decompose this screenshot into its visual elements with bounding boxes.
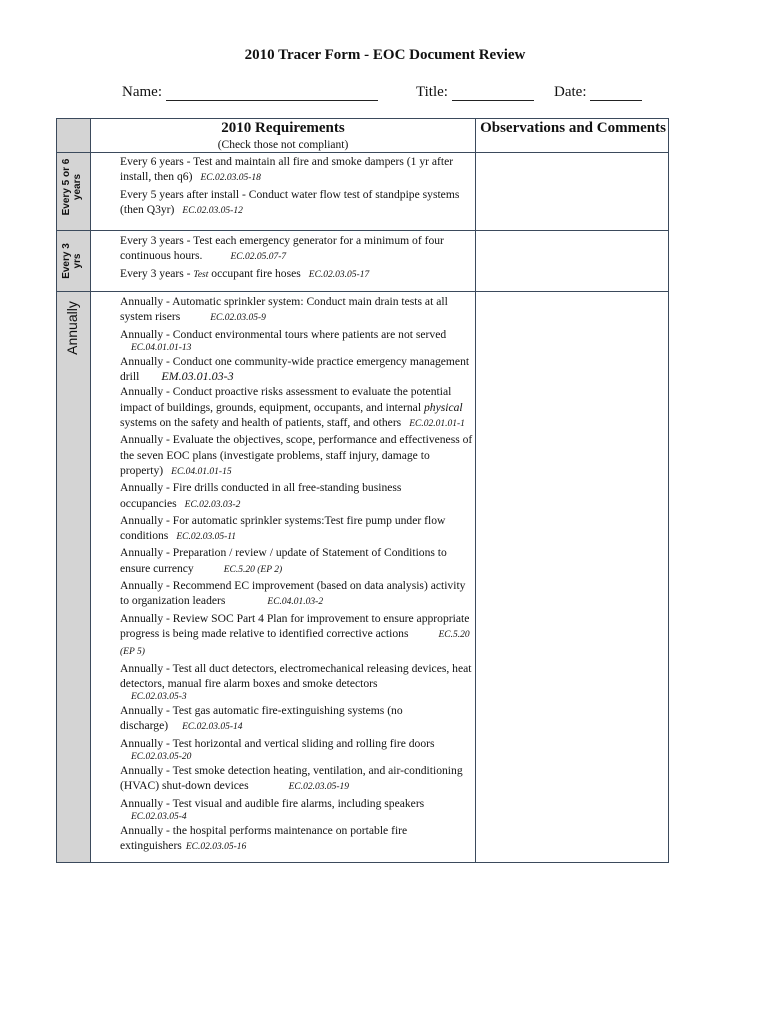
requirement-text: Annually - Recommend EC improvement (based on data analysis) activity to organization leaders bbox=[120, 579, 466, 608]
title-label: Title: bbox=[416, 84, 448, 100]
requirement-item[interactable] bbox=[120, 154, 475, 187]
section-label-every-5-or-6-years bbox=[61, 154, 85, 220]
requirement-text: systems on the safety and health of patients, staff, and others bbox=[120, 416, 402, 430]
requirement-code: EC.02.03.05-18 bbox=[200, 173, 261, 184]
requirement-code: EC.02.03.05-3 bbox=[131, 692, 187, 703]
requirement-item[interactable] bbox=[120, 266, 475, 283]
name-label: Name: bbox=[122, 84, 162, 100]
requirement-item[interactable] bbox=[120, 294, 475, 327]
requirement-text: Annually - Fire drills conducted in all free-standing business occupancies bbox=[120, 481, 402, 510]
requirement-code: EC.02.03.03-2 bbox=[184, 499, 241, 510]
requirement-code: EC.02.03.05-20 bbox=[131, 752, 192, 763]
requirement-item[interactable] bbox=[120, 354, 475, 385]
section-label-line: Every 3 bbox=[61, 243, 72, 279]
requirement-text-italic: Test bbox=[193, 269, 209, 280]
requirement-code: EC.5.20 (EP 5) bbox=[120, 629, 470, 658]
form-title: 2010 Tracer Form - EOC Document Review bbox=[244, 47, 526, 63]
date-label: Date: bbox=[554, 84, 587, 100]
requirement-item[interactable] bbox=[120, 545, 475, 578]
requirement-text: Annually - Evaluate the objectives, scope, performance and effectiveness of the seven EOC plans (investigate problems, staff injury, damage to property) bbox=[120, 433, 473, 477]
requirement-code: EC.04.01.01-15 bbox=[171, 466, 232, 477]
requirement-text: Annually - Conduct proactive risks assessment to evaluate the potential impact of buildings, grounds, equipment, occupants, and internal bbox=[120, 385, 452, 414]
requirements-subheader: (Check those not compliant) bbox=[217, 139, 349, 151]
requirement-code: EC.02.03.05-9 bbox=[210, 313, 266, 324]
name-field bbox=[122, 84, 378, 101]
title-field bbox=[416, 84, 534, 101]
requirement-code: EC.02.03.05-19 bbox=[288, 782, 350, 793]
requirement-text: Annually - Test smoke detection heating, ventilation, and air-conditioning (HVAC) shut-down devices bbox=[120, 764, 463, 793]
section-label-line: yrs bbox=[72, 253, 83, 269]
requirement-text: Every 3 years - bbox=[120, 266, 191, 280]
requirement-item[interactable] bbox=[120, 736, 475, 763]
section-label-every-3-yrs bbox=[61, 238, 85, 284]
requirement-item[interactable] bbox=[120, 703, 475, 736]
requirement-item[interactable] bbox=[120, 480, 475, 513]
requirement-code: EC.02.03.05-17 bbox=[308, 269, 370, 280]
requirement-item[interactable] bbox=[120, 823, 475, 856]
requirement-item[interactable] bbox=[120, 611, 475, 661]
requirement-text: Annually - Review SOC Part 4 Plan for improvement to ensure appropriate progress is being made relative to identified corrective actions bbox=[120, 611, 470, 640]
section-divider-1 bbox=[57, 230, 668, 231]
requirement-item[interactable] bbox=[120, 763, 475, 796]
requirement-text: Every 6 years - Test and maintain all fire and smoke dampers (1 yr after install, then q6) bbox=[120, 155, 454, 184]
requirement-text: Annually - Conduct environmental tours where patients are not served bbox=[120, 327, 447, 341]
requirement-code: EC.02.03.05-11 bbox=[176, 532, 237, 543]
requirement-text: Annually - Automatic sprinkler system: Conduct main drain tests at all system risers bbox=[120, 295, 448, 324]
date-field bbox=[554, 84, 642, 101]
requirement-item[interactable] bbox=[120, 432, 475, 480]
requirement-text: Annually - Test horizontal and vertical sliding and rolling fire doors bbox=[120, 736, 435, 750]
requirement-item[interactable] bbox=[120, 187, 475, 220]
section-annually bbox=[120, 294, 475, 856]
requirement-text: Annually - Test gas automatic fire-extinguishing systems (no discharge) bbox=[120, 704, 403, 733]
observations-header: Observations and Comments bbox=[480, 120, 666, 136]
requirement-code: EC.02.03.05-4 bbox=[131, 811, 187, 822]
requirement-text: Annually - Conduct one community-wide practice emergency management drill bbox=[120, 354, 470, 384]
requirement-item[interactable] bbox=[120, 233, 475, 266]
section-label-annually: Annually bbox=[64, 301, 80, 355]
requirement-code: EC.02.05.07-7 bbox=[230, 252, 287, 263]
requirement-code: EC.5.20 (EP 2) bbox=[223, 564, 283, 575]
requirement-item[interactable] bbox=[120, 384, 475, 432]
header-divider bbox=[57, 152, 668, 153]
requirement-text-italic: physical bbox=[423, 400, 463, 414]
requirement-code: EC.02.03.05-16 bbox=[185, 842, 247, 853]
requirement-code: EC.04.01.03-2 bbox=[267, 597, 324, 608]
requirement-item[interactable] bbox=[120, 513, 475, 546]
requirement-item[interactable] bbox=[120, 661, 475, 704]
requirement-item[interactable] bbox=[120, 578, 475, 611]
requirement-text: occupant fire hoses bbox=[211, 266, 301, 280]
requirement-code: EC.02.01.01-1 bbox=[409, 419, 465, 430]
requirement-code: EM.03.01.03-3 bbox=[161, 369, 234, 384]
header-fields bbox=[0, 84, 770, 104]
requirement-text: Annually - the hospital performs maintenance on portable fire extinguishers bbox=[120, 823, 408, 853]
requirement-item[interactable] bbox=[120, 327, 475, 354]
requirements-header: 2010 Requirements bbox=[221, 120, 345, 136]
requirements-table bbox=[56, 118, 669, 863]
section-every-3-years bbox=[120, 233, 475, 283]
requirement-text: Annually - Test visual and audible fire alarms, including speakers bbox=[120, 796, 425, 810]
requirement-item[interactable] bbox=[120, 796, 475, 823]
name-input-line[interactable] bbox=[166, 86, 378, 101]
requirement-text: Every 3 years - Test each emergency generator for a minimum of four continuous hours. bbox=[120, 234, 444, 263]
requirement-text: Annually - Preparation / review / update of Statement of Conditions to ensure currency bbox=[120, 546, 447, 575]
requirement-code: EC.02.03.05-12 bbox=[182, 205, 243, 216]
requirement-text: Every 5 years after install - Conduct water flow test of standpipe systems (then Q3yr) bbox=[120, 187, 460, 216]
requirement-text: Annually - Test all duct detectors, electromechanical releasing devices, heat detectors, manual fire alarm boxes and smoke detectors bbox=[120, 661, 472, 690]
requirement-code: EC.02.03.05-14 bbox=[182, 722, 243, 733]
date-input-line[interactable] bbox=[590, 86, 642, 101]
section-divider-2 bbox=[57, 291, 668, 292]
requirement-text: Annually - For automatic sprinkler systems:Test fire pump under flow conditions bbox=[120, 513, 446, 543]
requirement-code: EC.04.01.01-13 bbox=[131, 342, 192, 353]
section-every-5-or-6-years bbox=[120, 154, 475, 219]
section-label-line: years bbox=[72, 173, 83, 201]
section-label-line: Every 5 or 6 bbox=[61, 158, 72, 216]
title-input-line[interactable] bbox=[452, 86, 534, 101]
